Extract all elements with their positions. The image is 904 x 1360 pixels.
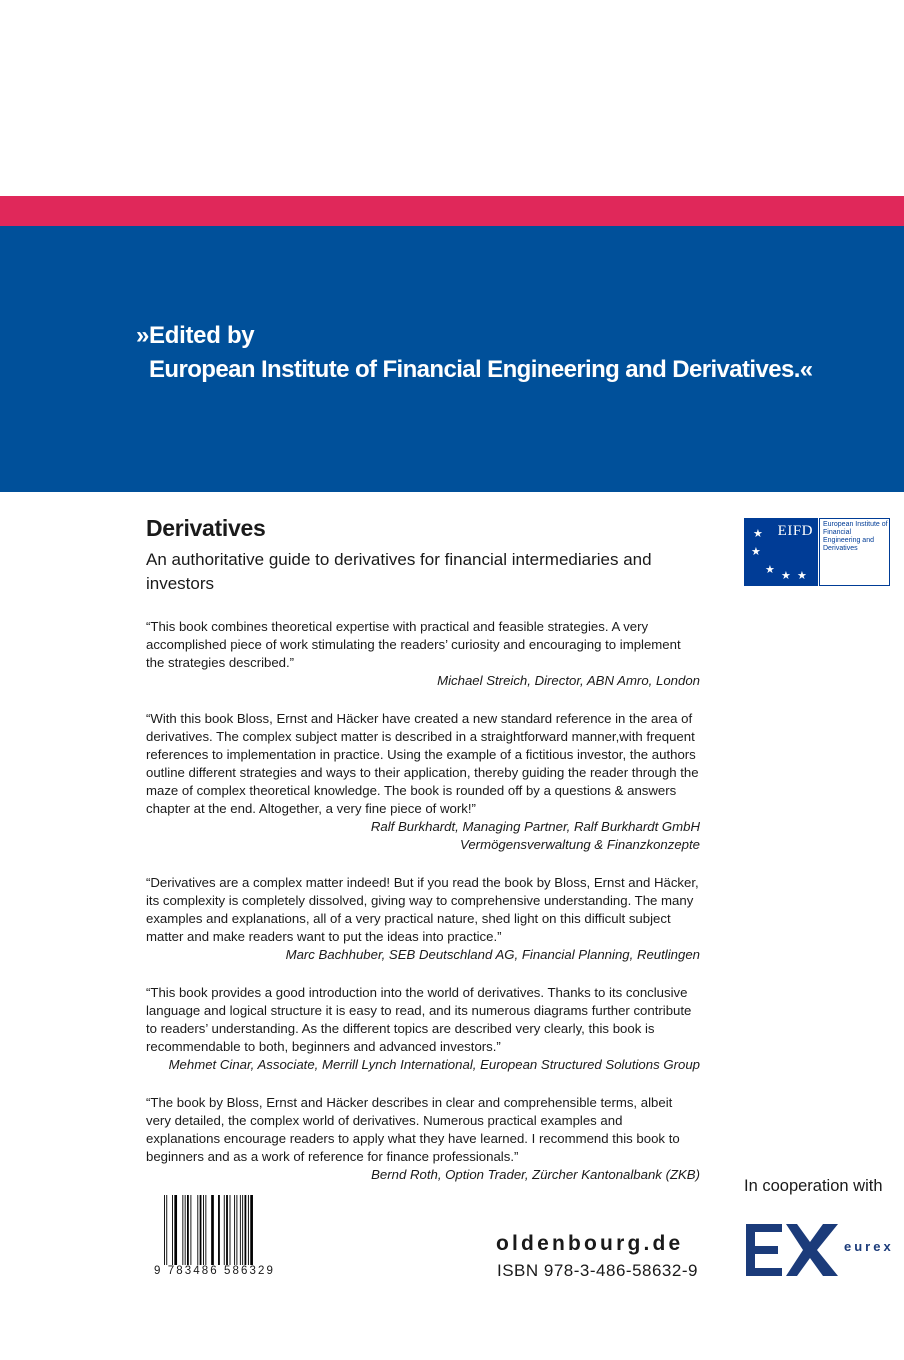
quote-text: “With this book Bloss, Ernst and Häcker have created a new standard reference in the area of derivatives. The complex subject matter is described in a straightforward manner,with frequent references to implementation in practice. Using the example of a fictitious investor, the authors outline different strategies and ways to their application, thereby guiding the reader through the maze of complex theoretical knowledge. The book is rounded off by a questions & answers chapter at the end. Altogether, a very fine piece of work!” [146, 711, 699, 816]
eifd-logo-emblem [744, 518, 818, 586]
eifd-logo-name: European Institute of Financial Engineering and Derivatives [823, 521, 888, 552]
book-subtitle: An authoritative guide to derivatives for financial intermediaries and investors [146, 550, 652, 593]
review-quote [146, 874, 700, 964]
quote-text: “Derivatives are a complex matter indeed! But if you read the book by Bloss, Ernst and Häcker, its complexity is completely dissolved, giving way to comprehensive understanding. The many examples and explanations, all of a very practical nature, shed light on this difficult subject matter and make readers want to put the ideas into practice.” [146, 875, 699, 944]
eurex-emblem-icon [742, 1220, 842, 1280]
eifd-logo-abbr: EIFD [777, 523, 813, 539]
banner-line-2: European Institute of Financial Engineering and Derivatives.« [149, 356, 813, 383]
banner-line-1: »Edited by [136, 322, 255, 349]
quote-text: “The book by Bloss, Ernst and Häcker describes in clear and comprehensible terms, albeit very detailed, the complex world of derivatives. Numerous practical examples and explanations encourage readers to apply what they have learned. I recommend this book to beginners and as a work of reference for finance professionals.” [146, 1095, 680, 1164]
quote-attribution: Mehmet Cinar, Associate, Merrill Lynch International, European Structured Solutions Group [168, 1057, 700, 1072]
eurex-logo [742, 1220, 902, 1280]
star-icon: ★ [797, 570, 807, 582]
quote-attribution: Marc Bachhuber, SEB Deutschland AG, Financial Planning, Reutlingen [285, 947, 700, 962]
review-quote [146, 1094, 700, 1184]
review-quotes [146, 618, 700, 1204]
quote-attribution: Ralf Burkhardt, Managing Partner, Ralf Burkhardt GmbH [370, 819, 700, 834]
barcode-number: 9 783486 586329 [154, 1265, 276, 1277]
review-quote [146, 618, 700, 690]
quote-attribution-line-2: Vermögensverwaltung & Finanzkonzepte [460, 837, 700, 852]
book-title: Derivatives [146, 515, 266, 541]
star-icon: ★ [781, 570, 791, 582]
eifd-logo [744, 518, 890, 586]
isbn-number: ISBN 978-3-486-58632-9 [497, 1261, 698, 1280]
eurex-wordmark: eurex [844, 1239, 894, 1254]
star-icon: ★ [753, 528, 763, 540]
review-quote [146, 984, 700, 1074]
quote-attribution: Bernd Roth, Option Trader, Zürcher Kantonalbank (ZKB) [371, 1167, 700, 1182]
pink-stripe [0, 196, 904, 226]
cooperation-label: In cooperation with [744, 1177, 883, 1195]
quote-attribution: Michael Streich, Director, ABN Amro, London [437, 673, 700, 688]
publisher-website: oldenbourg.de [496, 1232, 684, 1255]
quote-text: “This book combines theoretical expertise with practical and feasible strategies. A very accomplished piece of work stimulating the readers’ curiosity and encouraging to implement the strategies described.” [146, 619, 681, 670]
eifd-logo-textbox [819, 518, 890, 586]
star-icon: ★ [751, 546, 761, 558]
review-quote [146, 710, 700, 854]
quote-text: “This book provides a good introduction into the world of derivatives. Thanks to its conclusive language and logical structure it is easy to read, and its numerous diagrams further contribute to readers’ understanding. As the different topics are described very clearly, this book is recommendable to both, beginners and advanced investors.” [146, 985, 692, 1054]
star-icon: ★ [765, 564, 775, 576]
